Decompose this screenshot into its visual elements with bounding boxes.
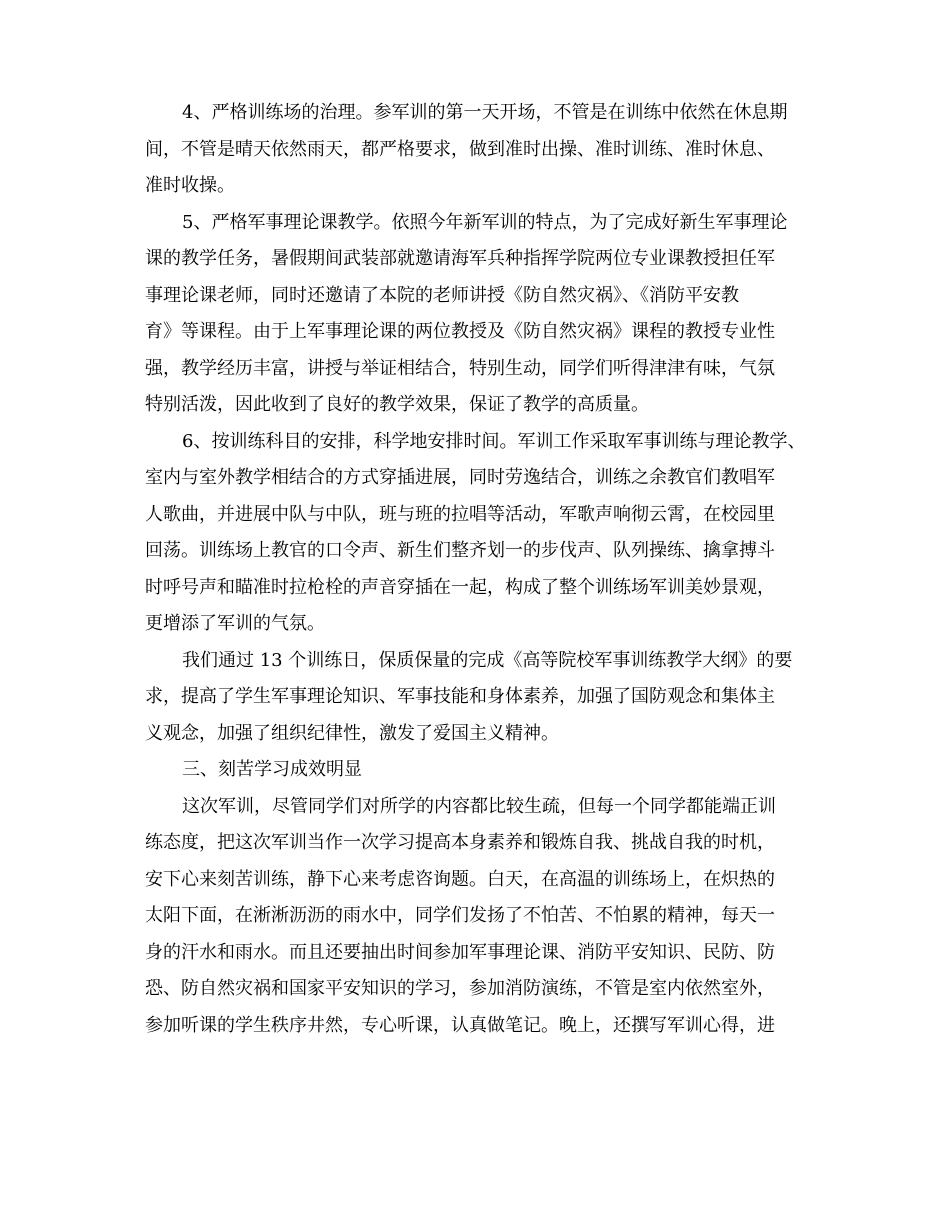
paragraph-first-line: 6、按训练科目的安排，科学地安排时间。军训工作采取军事训练与理论教学、 bbox=[182, 430, 806, 452]
paragraph-line: 恐、防自然灾祸和国家平安知识的学习，参加消防演练，不管是室内依然室外， bbox=[145, 978, 775, 999]
paragraph-line: 间，不管是晴天依然雨天，都严格要求，做到准时出操、准时训练、准时休息、 bbox=[145, 138, 775, 160]
paragraph-line: 事理论课老师，同时还邀请了本院的老师讲授《防自然灾祸》、《消防平安教 bbox=[145, 284, 739, 306]
paragraph-line: 特别活泼，因此收到了良好的教学效果，保证了教学的高质量。 bbox=[145, 394, 649, 415]
paragraph-first-line: 5、严格军事理论课教学。依照今年新军训的特点，为了完成好新生军事理论 bbox=[182, 211, 788, 233]
paragraph-first-line: 三、刻苦学习成效明显 bbox=[182, 759, 362, 780]
paragraph-line: 练态度，把这次军训当作一次学习提高本身素养和锻炼自我、挑战自我的时机， bbox=[145, 832, 775, 853]
paragraph-line: 人歌曲，并进展中队与中队，班与班的拉唱等活动，军歌声响彻云霄，在校园里 bbox=[145, 503, 775, 525]
document-body bbox=[145, 95, 815, 1044]
paragraph-line: 身的汗水和雨水。而且还要抽出时间参加军事理论课、消防平安知识、民防、防 bbox=[145, 941, 775, 963]
paragraph-line: 强，教学经历丰富，讲授与举证相结合，特别生动，同学们听得津津有味，气氛 bbox=[145, 357, 775, 379]
paragraph-line: 育》等课程。由于上军事理论课的两位教授及《防自然灾祸》课程的教授专业性 bbox=[145, 321, 775, 342]
paragraph-line: 求，提高了学生军事理论知识、军事技能和身体素养，加强了国防观念和集体主 bbox=[145, 686, 775, 707]
paragraph-line: 室内与室外教学相结合的方式穿插进展，同时劳逸结合，训练之余教官们教唱军 bbox=[145, 467, 775, 488]
paragraph-first-line: 这次军训，尽管同学们对所学的内容都比较生疏，但每一个同学都能端正训 bbox=[182, 795, 776, 817]
paragraph-line: 义观念，加强了组织纪律性，激发了爱国主义精神。 bbox=[145, 722, 559, 744]
paragraph-line: 太阳下面，在淅淅沥沥的雨水中，同学们发扬了不怕苦、不怕累的精神，每天一 bbox=[145, 905, 775, 926]
paragraph-line: 安下心来刻苦训练，静下心来考虑咨询题。白天，在高温的训练场上，在炽热的 bbox=[145, 868, 775, 890]
paragraph-line: 准时收操。 bbox=[145, 175, 235, 196]
paragraph-line: 课的教学任务，暑假期间武装部就邀请海军兵种指挥学院两位专业课教授担任军 bbox=[145, 248, 775, 269]
paragraph-line: 参加听课的学生秩序井然，专心听课，认真做笔记。晚上，还撰写军训心得，进 bbox=[145, 1014, 775, 1036]
paragraph-line: 时呼号声和瞄准时拉枪栓的声音穿插在一起，构成了整个训练场军训美妙景观， bbox=[145, 576, 775, 598]
paragraph-line: 更增添了军训的气氛。 bbox=[145, 613, 325, 634]
paragraph-first-line: 我们通过 13 个训练日，保质保量的完成《高等院校军事训练教学大纲》的要 bbox=[182, 649, 793, 671]
paragraph-first-line: 4、严格训练场的治理。参军训的第一天开场，不管是在训练中依然在休息期 bbox=[182, 102, 788, 123]
paragraph-line: 回荡。训练场上教官的口令声、新生们整齐划一的步伐声、队列操练、擒拿搏斗 bbox=[145, 540, 775, 561]
